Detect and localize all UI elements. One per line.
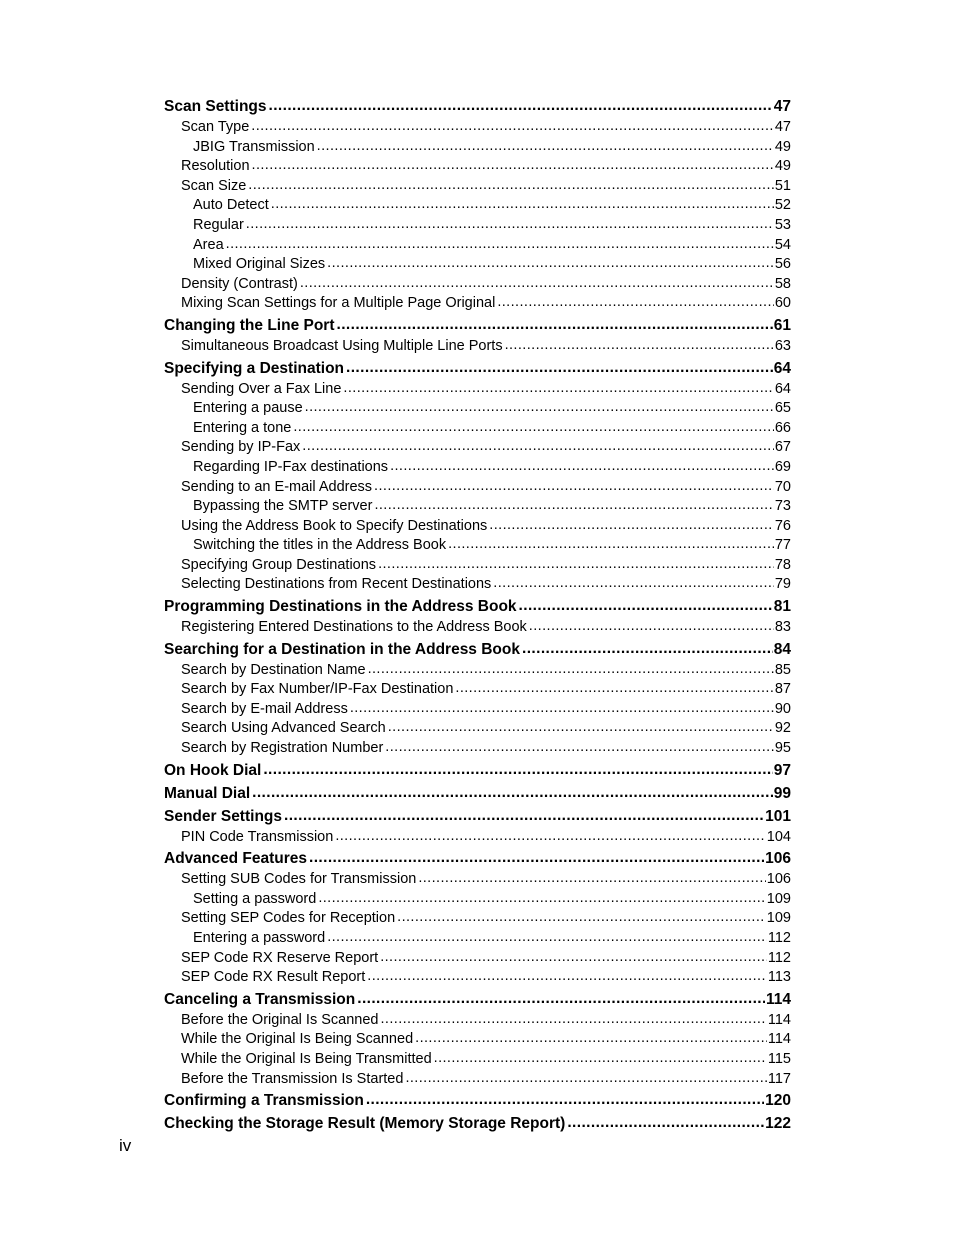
- toc-section-entry[interactable]: [164, 661, 791, 681]
- toc-entry-page-number: 115: [767, 1050, 791, 1067]
- dot-leader: [415, 1030, 767, 1049]
- dot-leader: [302, 438, 774, 457]
- toc-entry-page-number: 97: [773, 761, 791, 779]
- toc-entry-page-number: 99: [773, 784, 791, 802]
- toc-entry-title: Entering a tone: [193, 419, 292, 436]
- toc-section-entry[interactable]: [164, 419, 791, 439]
- toc-entry-title: Density (Contrast): [181, 275, 298, 292]
- toc-entry-page-number: 66: [774, 419, 791, 436]
- toc-entry-title: Mixing Scan Settings for a Multiple Page Original: [181, 295, 496, 312]
- toc-entry-title: Regular: [193, 216, 244, 233]
- dot-leader: [357, 988, 765, 1010]
- dot-leader: [251, 118, 774, 137]
- dot-leader: [489, 517, 774, 536]
- toc-entry-page-number: 117: [767, 1070, 791, 1087]
- toc-entry-page-number: 77: [774, 537, 791, 554]
- toc-entry-page-number: 83: [774, 619, 791, 636]
- toc-entry-title: Sender Settings: [164, 807, 282, 825]
- toc-entry-title: Confirming a Transmission: [164, 1092, 364, 1110]
- toc-entry-title: Entering a pause: [193, 400, 303, 417]
- toc-chapter-entry[interactable]: [164, 95, 791, 118]
- dot-leader: [327, 929, 767, 948]
- toc-section-entry[interactable]: [164, 618, 791, 638]
- toc-section-entry[interactable]: [164, 216, 791, 236]
- dot-leader: [337, 314, 773, 336]
- toc-entry-title: Regarding IP-Fax destinations: [193, 458, 389, 475]
- toc-chapter-entry[interactable]: [164, 988, 791, 1011]
- dot-leader: [378, 556, 774, 575]
- toc-entry-title: Checking the Storage Result (Memory Storage Report): [164, 1115, 566, 1133]
- toc-entry-page-number: 101: [765, 807, 791, 825]
- dot-leader: [567, 1112, 764, 1134]
- toc-section-entry[interactable]: [164, 294, 791, 314]
- toc-entry-page-number: 63: [774, 337, 791, 354]
- toc-entry-title: Canceling a Transmission: [164, 990, 356, 1008]
- dot-leader: [374, 478, 774, 497]
- toc-section-entry[interactable]: [164, 1070, 791, 1090]
- toc-section-entry[interactable]: [164, 157, 791, 177]
- toc-entry-title: SEP Code RX Result Report: [181, 969, 366, 986]
- dot-leader: [493, 575, 774, 594]
- toc-chapter-entry[interactable]: [164, 595, 791, 618]
- toc-entry-title: Sending to an E-mail Address: [181, 478, 373, 495]
- toc-entry-title: Specifying a Destination: [164, 359, 345, 377]
- toc-entry-title: Area: [193, 236, 224, 253]
- toc-entry-title: Search by Registration Number: [181, 740, 384, 757]
- dot-leader: [271, 196, 774, 215]
- toc-section-entry[interactable]: [164, 196, 791, 216]
- dot-leader: [529, 618, 774, 637]
- toc-section-entry[interactable]: [164, 909, 791, 929]
- toc-entry-title: Search by Destination Name: [181, 661, 366, 678]
- toc-entry-title: Scan Size: [181, 177, 247, 194]
- toc-entry-page-number: 69: [774, 458, 791, 475]
- toc-entry-title: Searching for a Destination in the Address Book: [164, 640, 520, 658]
- toc-entry-page-number: 95: [774, 740, 791, 757]
- toc-entry-title: Selecting Destinations from Recent Destinations: [181, 576, 492, 593]
- toc-entry-page-number: 114: [765, 990, 791, 1008]
- toc-entry-page-number: 81: [773, 598, 791, 616]
- toc-entry-title: Advanced Features: [164, 850, 307, 868]
- toc-entry-title: Setting a password: [193, 890, 317, 907]
- toc-entry-page-number: 53: [774, 216, 791, 233]
- dot-leader: [385, 739, 774, 758]
- dot-leader: [455, 680, 773, 699]
- toc-chapter-entry[interactable]: [164, 314, 791, 337]
- toc-section-entry[interactable]: [164, 438, 791, 458]
- toc-entry-title: Before the Transmission Is Started: [181, 1070, 404, 1087]
- toc-section-entry[interactable]: [164, 380, 791, 400]
- toc-entry-page-number: 58: [774, 275, 791, 292]
- dot-leader: [309, 847, 764, 869]
- dot-leader: [380, 949, 767, 968]
- dot-leader: [335, 828, 765, 847]
- toc-section-entry[interactable]: [164, 118, 791, 138]
- toc-section-entry[interactable]: [164, 337, 791, 357]
- toc-entry-page-number: 47: [774, 119, 791, 135]
- dot-leader: [390, 458, 774, 477]
- toc-entry-page-number: 112: [767, 930, 791, 946]
- toc-entry-page-number: 54: [774, 236, 791, 253]
- toc-chapter-entry[interactable]: [164, 357, 791, 380]
- toc-entry-title: Search Using Advanced Search: [181, 720, 386, 737]
- dot-leader: [418, 870, 765, 889]
- toc-entry-page-number: 61: [773, 316, 791, 334]
- dot-leader: [252, 157, 774, 176]
- toc-entry-page-number: 104: [766, 828, 791, 845]
- dot-leader: [368, 661, 774, 680]
- toc-entry-title: Changing the Line Port: [164, 316, 335, 334]
- toc-entry-title: While the Original Is Being Scanned: [181, 1031, 414, 1048]
- toc-entry-page-number: 112: [767, 949, 791, 966]
- dot-leader: [366, 1089, 764, 1111]
- dot-leader: [252, 782, 773, 804]
- dot-leader: [505, 337, 774, 356]
- toc-entry-page-number: 47: [773, 98, 791, 115]
- toc-entry-page-number: 49: [774, 158, 791, 175]
- dot-leader: [519, 595, 773, 617]
- dot-leader: [343, 380, 773, 399]
- toc-section-entry[interactable]: [164, 536, 791, 556]
- toc-entry-page-number: 70: [774, 478, 791, 495]
- toc-entry-page-number: 84: [773, 640, 791, 658]
- toc-entry-page-number: 114: [767, 1011, 791, 1028]
- dot-leader: [448, 536, 774, 555]
- toc-entry-title: Simultaneous Broadcast Using Multiple Line Ports: [181, 337, 503, 354]
- dot-leader: [522, 638, 773, 660]
- dot-leader: [305, 399, 774, 418]
- toc-entry-title: Setting SUB Codes for Transmission: [181, 871, 417, 888]
- toc-entry-page-number: 122: [765, 1115, 791, 1133]
- dot-leader: [434, 1050, 767, 1069]
- toc-entry-page-number: 51: [774, 177, 791, 194]
- toc-entry-page-number: 60: [774, 295, 791, 312]
- toc-entry-title: Manual Dial: [164, 784, 251, 802]
- dot-leader: [317, 138, 774, 157]
- toc-entry-page-number: 90: [774, 700, 791, 717]
- toc-entry-page-number: 85: [774, 661, 791, 678]
- toc-entry-page-number: 64: [773, 359, 791, 377]
- toc-section-entry[interactable]: [164, 177, 791, 197]
- page-number: iv: [119, 1136, 132, 1155]
- toc-section-entry[interactable]: [164, 870, 791, 890]
- toc-entry-title: Bypassing the SMTP server: [193, 498, 373, 515]
- toc-section-entry[interactable]: [164, 1050, 791, 1070]
- dot-leader: [263, 759, 772, 781]
- toc-entry-page-number: 52: [774, 197, 791, 214]
- toc-entry-title: While the Original Is Being Transmitted: [181, 1050, 432, 1067]
- toc-entry-title: Sending by IP-Fax: [181, 439, 301, 456]
- toc-entry-page-number: 73: [774, 498, 791, 515]
- toc-section-entry[interactable]: [164, 828, 791, 848]
- toc-section-entry[interactable]: [164, 236, 791, 256]
- toc-entry-title: Search by E-mail Address: [181, 700, 348, 717]
- toc-entry-title: JBIG Transmission: [193, 138, 315, 155]
- toc-entry-page-number: 114: [767, 1031, 791, 1048]
- toc-entry-page-number: 109: [766, 890, 791, 907]
- toc-entry-title: Setting SEP Codes for Reception: [181, 910, 396, 927]
- dot-leader: [284, 805, 764, 827]
- toc-entry-title: Auto Detect: [193, 197, 269, 214]
- toc-entry-page-number: 79: [774, 576, 791, 593]
- toc-entry-page-number: 109: [766, 910, 791, 927]
- toc-section-entry[interactable]: [164, 497, 791, 517]
- toc-entry-title: Registering Entered Destinations to the Address Book: [181, 619, 527, 636]
- toc-entry-page-number: 64: [774, 380, 791, 397]
- toc-chapter-entry[interactable]: [164, 1112, 791, 1135]
- toc-entry-page-number: 76: [774, 517, 791, 534]
- toc-entry-page-number: 106: [765, 850, 791, 868]
- toc-entry-title: Search by Fax Number/IP-Fax Destination: [181, 681, 454, 698]
- toc-entry-title: Switching the titles in the Address Book: [193, 537, 447, 554]
- dot-leader: [367, 968, 767, 987]
- dot-leader: [346, 357, 773, 379]
- dot-leader: [248, 177, 774, 196]
- toc-section-entry[interactable]: [164, 399, 791, 419]
- toc-chapter-entry[interactable]: [164, 638, 791, 661]
- toc-entry-title: On Hook Dial: [164, 761, 262, 779]
- dot-leader: [388, 719, 774, 738]
- toc-entry-title: Specifying Group Destinations: [181, 556, 377, 573]
- toc-entry-page-number: 106: [766, 871, 791, 888]
- toc-section-entry[interactable]: [164, 1011, 791, 1031]
- toc-entry-page-number: 92: [774, 720, 791, 737]
- toc-section-entry[interactable]: [164, 929, 791, 949]
- toc-section-entry[interactable]: [164, 890, 791, 910]
- toc-entry-title: Resolution: [181, 158, 250, 175]
- toc-section-entry[interactable]: [164, 575, 791, 595]
- toc-section-entry[interactable]: [164, 458, 791, 478]
- toc-chapter-entry[interactable]: [164, 847, 791, 870]
- toc-entry-title: Before the Original Is Scanned: [181, 1011, 379, 1028]
- toc-entry-page-number: 87: [774, 681, 791, 698]
- dot-leader: [380, 1011, 766, 1030]
- toc-entry-page-number: 49: [774, 138, 791, 155]
- dot-leader: [497, 294, 774, 313]
- toc-entry-page-number: 113: [767, 969, 791, 986]
- toc-chapter-entry[interactable]: [164, 805, 791, 828]
- toc-chapter-entry[interactable]: [164, 1089, 791, 1112]
- toc-section-entry[interactable]: [164, 556, 791, 576]
- toc-section-entry[interactable]: [164, 138, 791, 158]
- dot-leader: [327, 255, 774, 274]
- toc-entry-page-number: 67: [774, 439, 791, 456]
- toc-entry-title: Programming Destinations in the Address Book: [164, 598, 517, 616]
- toc-chapter-entry[interactable]: [164, 782, 791, 805]
- dot-leader: [300, 275, 774, 294]
- toc-entry-page-number: 78: [774, 556, 791, 573]
- toc-section-entry[interactable]: [164, 739, 791, 759]
- toc-entry-title: Scan Settings: [164, 98, 267, 115]
- toc-section-entry[interactable]: [164, 968, 791, 988]
- toc-section-entry[interactable]: [164, 275, 791, 295]
- toc-entry-title: Entering a password: [193, 930, 326, 946]
- toc-chapter-entry[interactable]: [164, 759, 791, 782]
- toc-entry-title: Using the Address Book to Specify Destinations: [181, 517, 488, 534]
- toc-section-entry[interactable]: [164, 1030, 791, 1050]
- toc-section-entry[interactable]: [164, 719, 791, 739]
- dot-leader: [246, 216, 774, 235]
- toc-section-entry[interactable]: [164, 478, 791, 498]
- dot-leader: [374, 497, 773, 516]
- dot-leader: [226, 236, 774, 255]
- dot-leader: [405, 1070, 766, 1089]
- dot-leader: [318, 890, 765, 909]
- toc-entry-title: Scan Type: [181, 119, 250, 135]
- toc-section-entry[interactable]: [164, 949, 791, 969]
- toc-entry-title: PIN Code Transmission: [181, 828, 334, 845]
- toc-section-entry[interactable]: [164, 255, 791, 275]
- dot-leader: [397, 909, 766, 928]
- toc-entry-page-number: 56: [774, 256, 791, 273]
- toc-entry-title: SEP Code RX Reserve Report: [181, 949, 379, 966]
- toc-section-entry[interactable]: [164, 517, 791, 537]
- toc-entry-title: Mixed Original Sizes: [193, 256, 326, 273]
- toc-entry-page-number: 120: [765, 1092, 791, 1110]
- dot-leader: [350, 700, 774, 719]
- toc-entry-page-number: 65: [774, 400, 791, 417]
- dot-leader: [293, 419, 774, 438]
- dot-leader: [269, 95, 773, 117]
- toc-entry-title: Sending Over a Fax Line: [181, 380, 342, 397]
- toc-section-entry[interactable]: [164, 700, 791, 720]
- toc-section-entry[interactable]: [164, 680, 791, 700]
- table-of-contents: [164, 95, 791, 1135]
